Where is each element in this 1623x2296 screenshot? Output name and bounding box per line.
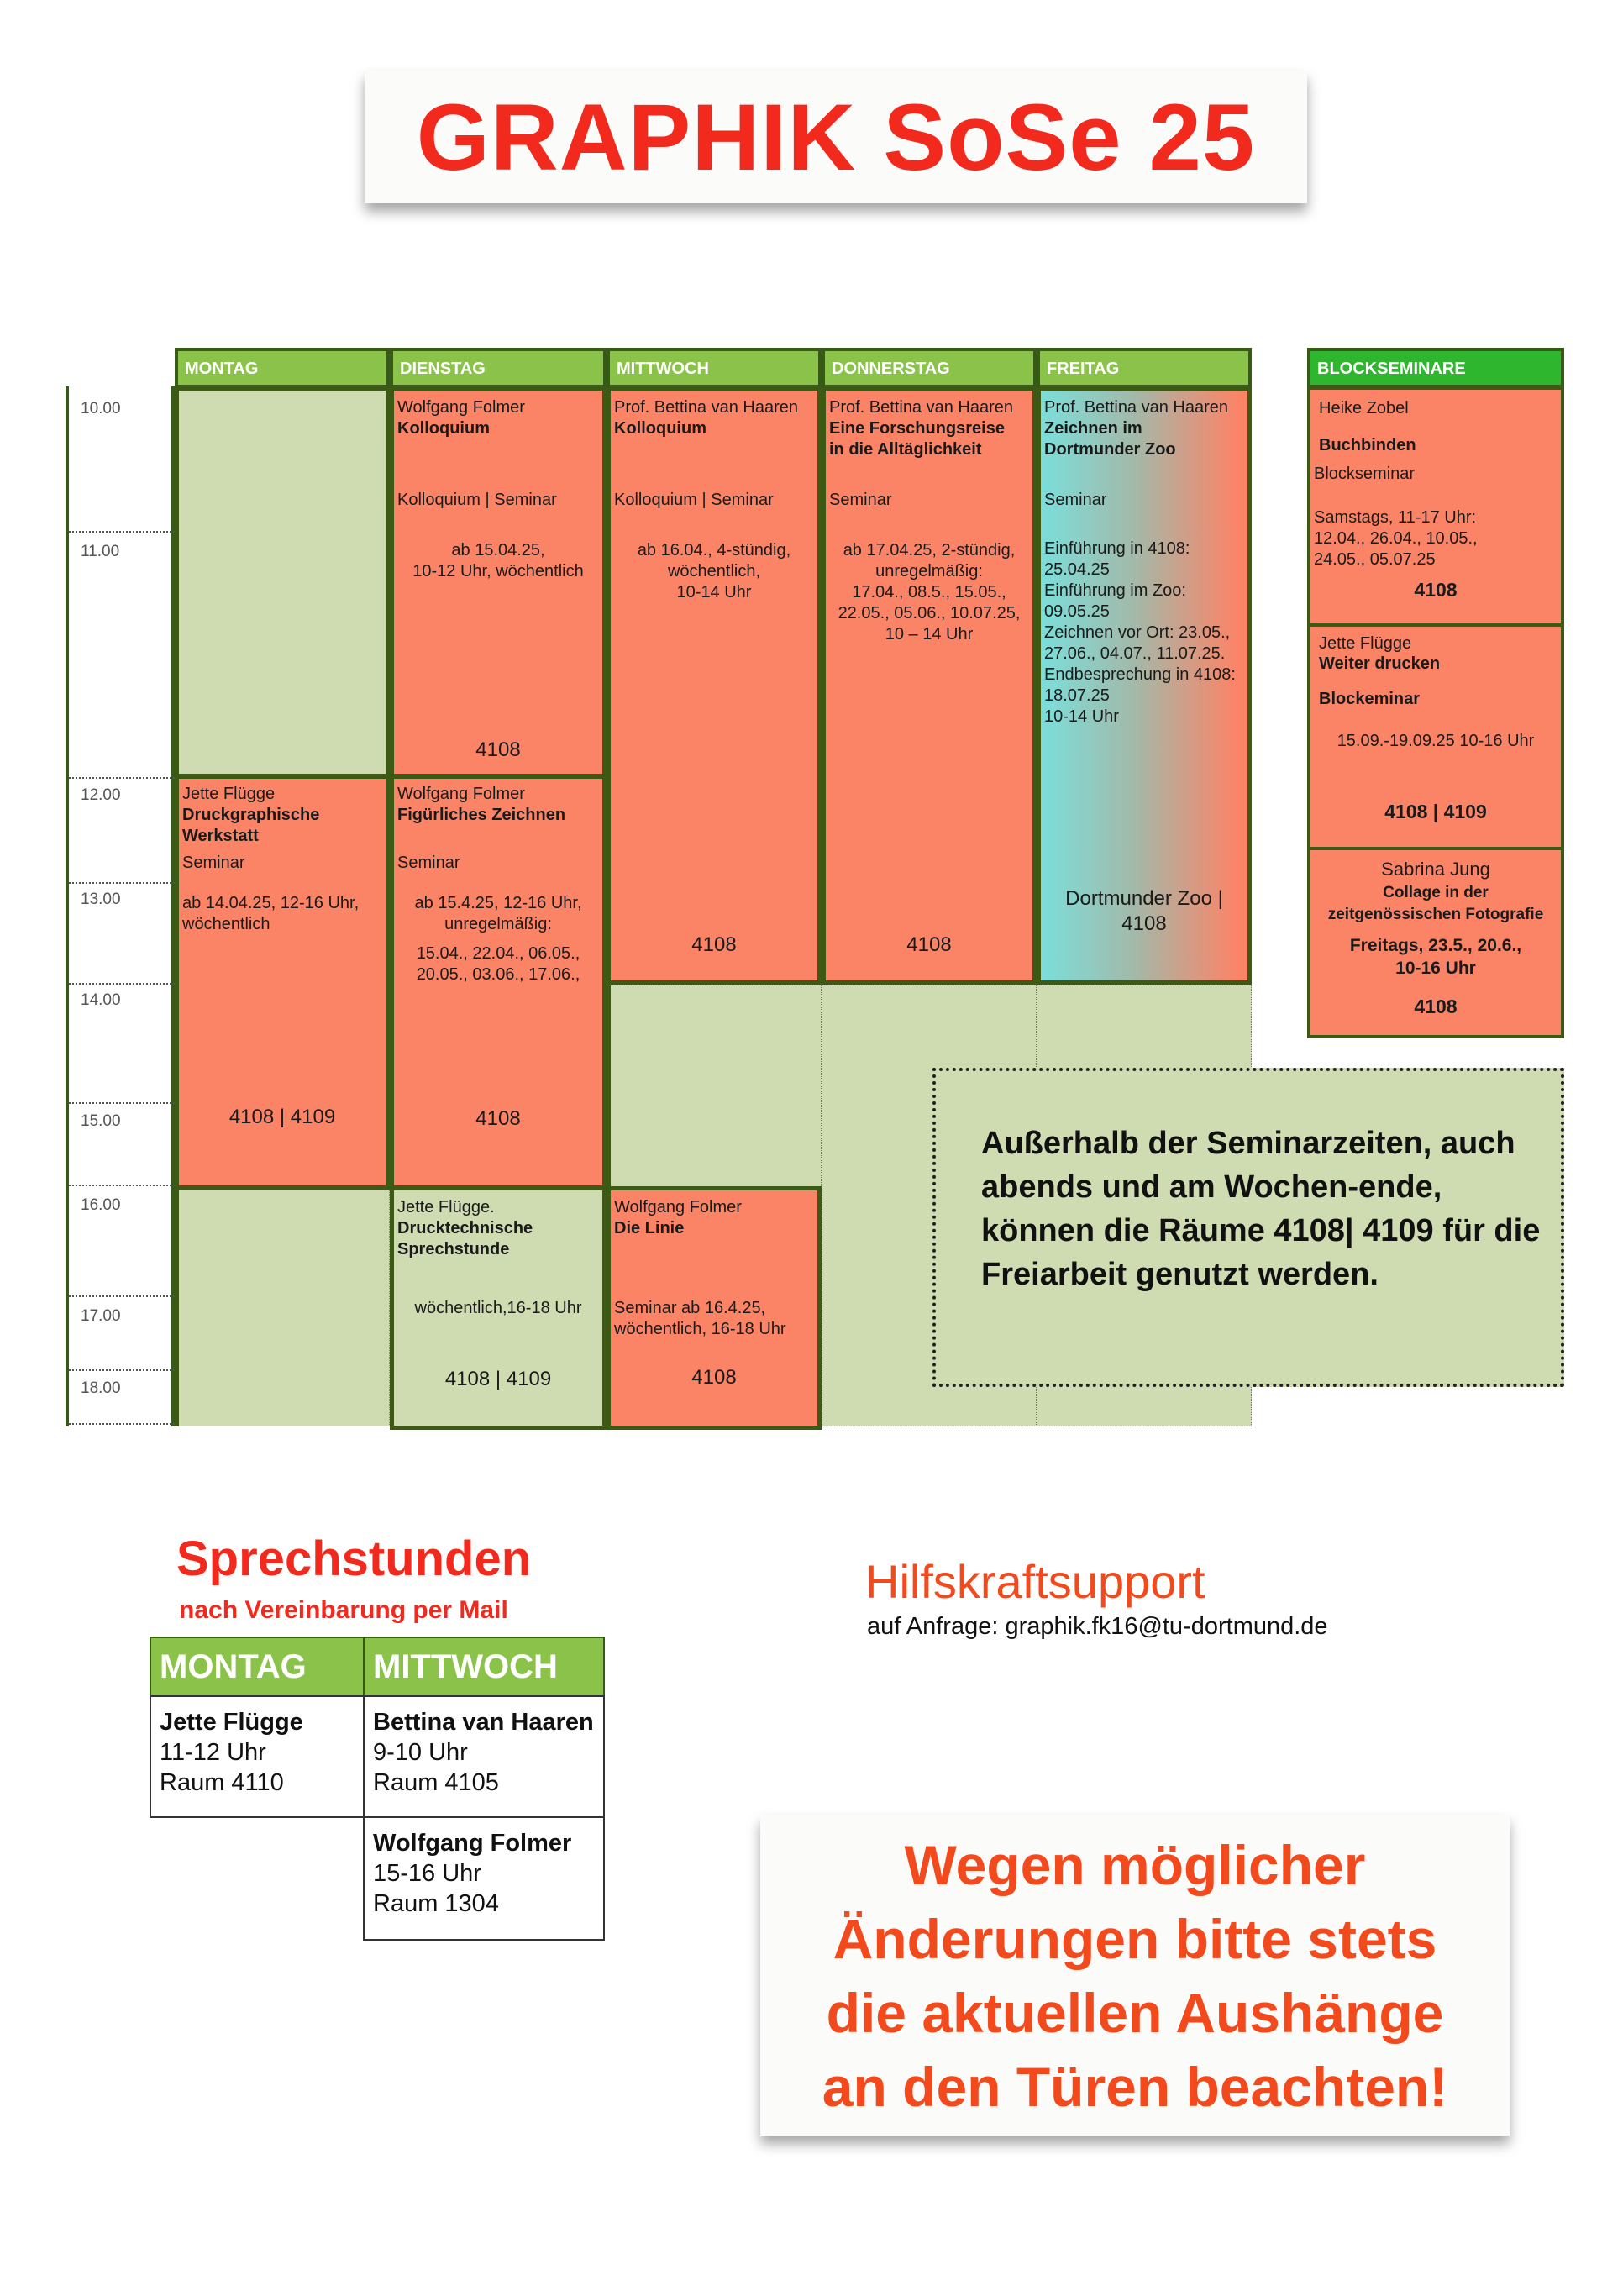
time-column	[66, 386, 175, 1426]
course-title: Collage in der zeitgenössischen Fotografie	[1327, 884, 1544, 923]
empty-slot	[607, 985, 822, 1188]
time-divider	[69, 1102, 175, 1104]
sprechstunde-time: 11-12 Uhr	[160, 1739, 266, 1766]
time-label: 18.00	[81, 1379, 121, 1397]
hilfskraft-contact: auf Anfrage: graphik.fk16@tu-dortmund.de	[867, 1613, 1328, 1640]
sprechstunden-subtitle: nach Vereinbarung per Mail	[179, 1596, 508, 1624]
header-montag: MONTAG	[175, 348, 390, 388]
course-room: 4108	[1414, 579, 1458, 601]
sprechstunde-time: 9-10 Uhr	[373, 1739, 468, 1766]
sprechstunde-name: Jette Flügge	[160, 1709, 303, 1736]
course-dates: ab 15.4.25, 12-16 Uhr, unregelmäßig:	[414, 894, 582, 933]
empty-slot	[175, 386, 390, 778]
course-room: 4108	[475, 1107, 521, 1130]
time-label: 10.00	[81, 400, 121, 418]
sprechstunde-mittwoch-haaren	[363, 1695, 605, 1818]
course-dates: wöchentlich,16-18 Uhr	[414, 1299, 582, 1317]
time-divider	[69, 882, 175, 884]
course-dates-list: 15.04., 22.04., 06.05., 20.05., 03.06., 17.06.,	[416, 944, 580, 984]
page-title: GRAPHIK SoSe 25	[416, 84, 1256, 190]
course-type: Blockseminar	[1314, 465, 1416, 483]
time-label: 16.00	[81, 1196, 121, 1214]
warning-text: Wegen möglicher Änderungen bitte stets die aktuellen Aushänge an den Türen beachten!	[822, 1834, 1448, 2118]
course-type: Seminar	[829, 491, 892, 509]
time-divider	[69, 1423, 175, 1425]
course-dates: 15.09.-19.09.25 10-16 Uhr	[1337, 732, 1535, 750]
course-type: Seminar	[1044, 491, 1107, 509]
course-room: 4108 | 4109	[228, 1106, 336, 1128]
header-blockseminare: BLOCKSEMINARE	[1307, 348, 1564, 388]
course-dates: Freitags, 23.5., 20.6., 10-16 Uhr	[1349, 936, 1522, 978]
course-di-kolloquium	[390, 386, 607, 778]
sprechstunde-time: 15-16 Uhr	[373, 1860, 481, 1887]
block-zobel	[1307, 386, 1564, 627]
course-title: Druckgraphische Werkstatt	[182, 806, 320, 845]
course-title: Buchbinden	[1319, 436, 1416, 454]
course-dates: Einführung in 4108: 25.04.25 Einführung im Zoo: 09.05.25 Zeichnen vor Ort: 23.05., 27.06., 04.07., 11.07.25. Endbesprechung in 4108: 18.07.25 10-14 Uhr	[1044, 539, 1236, 726]
course-dates: ab 17.04.25, 2-stündig, unregelmäßig: 17.04., 08.5., 15.05., 22.05., 05.06., 10.07.25, 10 – 14 Uhr	[838, 541, 1021, 644]
time-divider	[69, 983, 175, 985]
course-dates: Seminar ab 16.4.25, wöchentlich, 16-18 Uhr	[614, 1299, 786, 1338]
sprechstunde-mittwoch-folmer	[363, 1816, 605, 1941]
time-label: 13.00	[81, 891, 121, 908]
course-dates: ab 14.04.25, 12-16 Uhr, wöchentlich	[182, 894, 360, 933]
course-fr-zoo	[1037, 386, 1252, 985]
course-room: 4108	[475, 738, 521, 761]
course-teacher: Prof. Bettina van Haaren	[614, 398, 799, 417]
course-title: Weiter drucken	[1319, 654, 1441, 673]
sprechstunden-header-montag: MONTAG	[150, 1637, 365, 1697]
time-label: 12.00	[81, 786, 121, 804]
time-divider	[69, 1185, 175, 1186]
course-teacher: Jette Flügge	[1319, 634, 1412, 653]
course-dates: ab 15.04.25, 10-12 Uhr, wöchentlich	[412, 541, 584, 581]
course-title: Drucktechnische Sprechstunde	[397, 1219, 533, 1258]
course-teacher: Wolfgang Folmer	[614, 1198, 742, 1216]
course-teacher: Prof. Bettina van Haaren	[1044, 398, 1229, 417]
course-room: 4108 | 4109	[444, 1368, 552, 1390]
course-di-sprechstunde	[390, 1186, 607, 1430]
course-teacher: Prof. Bettina van Haaren	[829, 398, 1014, 417]
header-donnerstag: DONNERSTAG	[822, 348, 1037, 388]
course-type: Seminar	[397, 854, 460, 872]
course-teacher: Heike Zobel	[1319, 399, 1409, 418]
time-divider	[69, 531, 175, 533]
sprechstunde-room: Raum 4110	[160, 1769, 284, 1796]
course-teacher: Jette Flügge	[182, 785, 276, 803]
time-label: 14.00	[81, 991, 121, 1009]
course-mi-kolloquium	[607, 386, 822, 985]
time-divider	[69, 1295, 175, 1297]
warning-banner	[760, 1815, 1510, 2136]
sprechstunde-room: Raum 1304	[373, 1890, 499, 1917]
course-dates: Samstags, 11-17 Uhr: 12.04., 26.04., 10.05., 24.05., 05.07.25	[1314, 508, 1478, 569]
course-title: Figürliches Zeichnen	[397, 806, 566, 824]
block-jung	[1307, 847, 1564, 1038]
header-dienstag: DIENSTAG	[390, 348, 607, 388]
hilfskraft-title: Hilfskraftsupport	[865, 1555, 1205, 1608]
sprechstunden-header-mittwoch: MITTWOCH	[363, 1637, 605, 1697]
sprechstunde-name: Bettina van Haaren	[373, 1709, 594, 1736]
course-room: Dortmunder Zoo | 4108	[1065, 887, 1223, 935]
course-room: 4108	[691, 933, 737, 956]
course-type: Blockeminar	[1319, 690, 1421, 708]
time-label: 17.00	[81, 1307, 121, 1325]
time-label: 11.00	[81, 543, 120, 560]
sprechstunden-title: Sprechstunden	[176, 1532, 532, 1586]
course-di-figuerliches-zeichnen	[390, 775, 607, 1190]
time-divider	[69, 777, 175, 779]
header-freitag: FREITAG	[1037, 348, 1252, 388]
course-room: 4108	[1414, 996, 1458, 1017]
course-teacher: Wolfgang Folmer	[397, 785, 525, 803]
empty-slot	[175, 1186, 390, 1426]
info-box-freiarbeit	[932, 1068, 1564, 1387]
header-mittwoch: MITTWOCH	[607, 348, 822, 388]
time-label: 15.00	[81, 1112, 121, 1130]
course-room: 4108	[691, 1366, 737, 1389]
course-mo-druckwerkstatt	[175, 775, 390, 1190]
course-title: Kolloquium	[397, 419, 490, 438]
title-banner	[365, 71, 1307, 203]
block-fluegge	[1307, 623, 1564, 850]
course-do-forschungsreise	[822, 386, 1037, 985]
course-type: Kolloquium | Seminar	[397, 491, 557, 509]
course-title: Kolloquium	[614, 419, 706, 438]
sprechstunde-montag-fluegge	[150, 1695, 365, 1818]
course-type: Seminar	[182, 854, 245, 872]
course-title: Zeichnen im Dortmunder Zoo	[1044, 419, 1176, 459]
time-divider	[69, 1369, 175, 1371]
course-teacher: Sabrina Jung	[1381, 859, 1490, 880]
course-type: Kolloquium | Seminar	[614, 491, 774, 509]
info-text: Außerhalb der Seminarzeiten, auch abends und am Wochen-ende, können die Räume 4108| 4109 für die Freiarbeit genutzt werden.	[981, 1126, 1541, 1292]
course-teacher: Jette Flügge.	[397, 1198, 495, 1216]
course-room: 4108	[906, 933, 952, 956]
course-dates: ab 16.04., 4-stündig, wöchentlich, 10-14 Uhr	[637, 541, 791, 602]
course-title: Die Linie	[614, 1219, 685, 1237]
course-room: 4108 | 4109	[1384, 801, 1487, 822]
course-mi-die-linie	[607, 1186, 822, 1430]
course-teacher: Wolfgang Folmer	[397, 398, 525, 417]
sprechstunde-room: Raum 4105	[373, 1769, 499, 1796]
sprechstunde-name: Wolfgang Folmer	[373, 1830, 572, 1857]
course-title: Eine Forschungsreise in die Alltäglichkeit	[829, 419, 1005, 459]
